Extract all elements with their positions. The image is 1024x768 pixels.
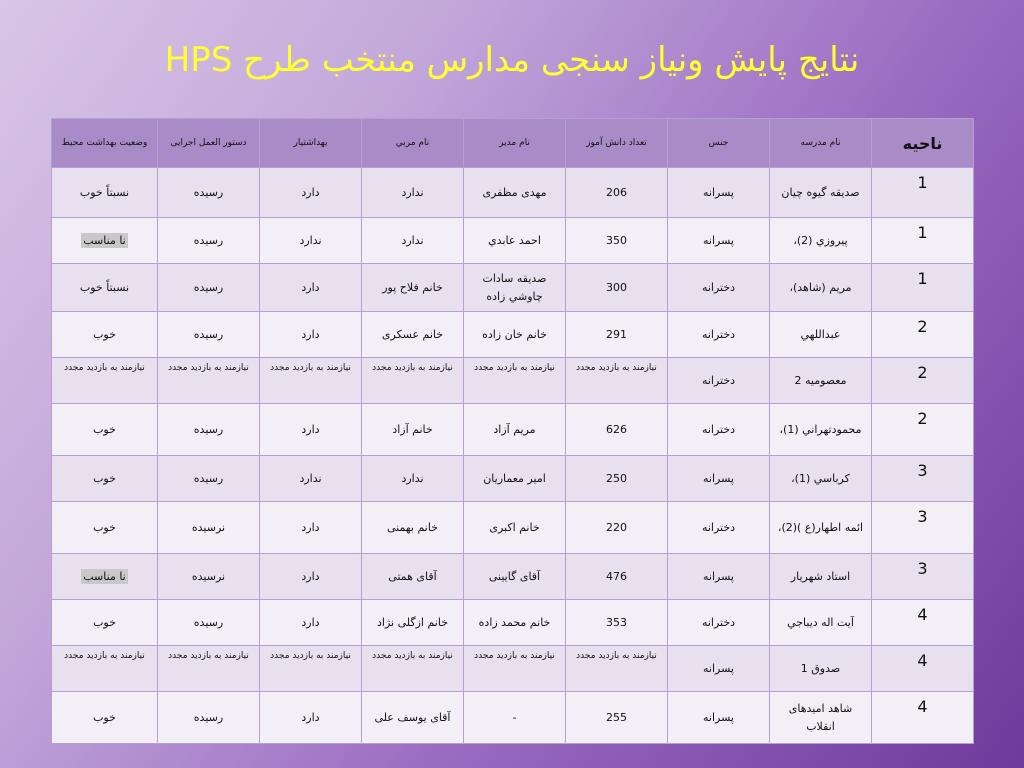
cell-principal: مريم آزاد — [464, 404, 566, 456]
cell-trainer: ندارد — [362, 168, 464, 218]
cell-district: 3 — [872, 456, 974, 502]
cell-principal: خانم محمد زاده — [464, 600, 566, 646]
cell-health: دارد — [260, 404, 362, 456]
cell-principal: نیازمند به بازديد مجدد — [464, 646, 566, 692]
cell-gender: پسرانه — [668, 692, 770, 744]
cell-health: دارد — [260, 692, 362, 744]
table-row — [52, 404, 974, 456]
cell-district: 3 — [872, 554, 974, 600]
cell-students: 353 — [566, 600, 668, 646]
cell-principal: آقای گايينی — [464, 554, 566, 600]
cell-principal: امير معماريان — [464, 456, 566, 502]
cell-trainer: ندارد — [362, 456, 464, 502]
header-trainer: نام مربي — [362, 119, 464, 168]
highlighted-status: نا مناسب — [83, 233, 126, 247]
cell-instructions: نیازمند به بازديد مجدد — [158, 646, 260, 692]
cell-school: مريم (شاهد)، — [770, 264, 872, 312]
table-row — [52, 692, 974, 744]
slide-title: نتايج پايش ونياز سنجی مدارس منتخب طرح HPS — [164, 40, 860, 80]
cell-environment: خوب — [52, 404, 158, 456]
cell-instructions: رسيده — [158, 168, 260, 218]
results-table-container — [51, 118, 973, 744]
cell-principal: نیازمند به بازديد مجدد — [464, 358, 566, 404]
cell-district: 4 — [872, 646, 974, 692]
table-row — [52, 218, 974, 264]
cell-environment — [52, 554, 158, 600]
cell-principal: مهدی مظفری — [464, 168, 566, 218]
cell-district: 3 — [872, 502, 974, 554]
cell-environment: نیازمند به بازديد مجدد — [52, 646, 158, 692]
cell-trainer: آقای همتی — [362, 554, 464, 600]
table-row — [52, 646, 974, 692]
cell-health: ندارد — [260, 218, 362, 264]
cell-instructions: رسيده — [158, 404, 260, 456]
cell-health: دارد — [260, 312, 362, 358]
cell-health: دارد — [260, 168, 362, 218]
cell-trainer: آقای يوسف علی — [362, 692, 464, 744]
cell-environment: خوب — [52, 502, 158, 554]
cell-principal: احمد عابدي — [464, 218, 566, 264]
cell-trainer: خانم بهمنی — [362, 502, 464, 554]
table-row — [52, 456, 974, 502]
cell-health: دارد — [260, 554, 362, 600]
cell-students: 626 — [566, 404, 668, 456]
cell-principal: صديقه سادات چاوشي زاده — [464, 264, 566, 312]
cell-environment: خوب — [52, 692, 158, 744]
cell-school: محمودتهراني (1)، — [770, 404, 872, 456]
header-school: نام مدرسه — [770, 119, 872, 168]
cell-trainer: خانم آزاد — [362, 404, 464, 456]
cell-district: 1 — [872, 218, 974, 264]
cell-instructions: نرسيده — [158, 502, 260, 554]
cell-school: شاهد اميدهای انقلاب — [770, 692, 872, 744]
cell-students: 255 — [566, 692, 668, 744]
cell-gender: دخترانه — [668, 600, 770, 646]
cell-instructions: رسيده — [158, 456, 260, 502]
cell-environment: خوب — [52, 312, 158, 358]
cell-principal: - — [464, 692, 566, 744]
cell-gender: دخترانه — [668, 312, 770, 358]
cell-district: 2 — [872, 312, 974, 358]
cell-health: دارد — [260, 264, 362, 312]
cell-environment — [52, 218, 158, 264]
cell-gender: دخترانه — [668, 404, 770, 456]
cell-instructions: رسيده — [158, 312, 260, 358]
cell-district: 1 — [872, 168, 974, 218]
cell-environment: خوب — [52, 600, 158, 646]
cell-trainer: نیازمند به بازديد مجدد — [362, 646, 464, 692]
cell-environment: نسبتاً خوب — [52, 264, 158, 312]
header-environment: وضعيت بهداشت محيط — [52, 119, 158, 168]
cell-gender: دخترانه — [668, 264, 770, 312]
cell-instructions: نرسيده — [158, 554, 260, 600]
cell-gender: پسرانه — [668, 218, 770, 264]
cell-school: عبداللهي — [770, 312, 872, 358]
cell-environment: نسبتاً خوب — [52, 168, 158, 218]
cell-gender: دخترانه — [668, 502, 770, 554]
cell-trainer: ندارد — [362, 218, 464, 264]
cell-school: کرباسي (1)، — [770, 456, 872, 502]
cell-instructions: نیازمند به بازديد مجدد — [158, 358, 260, 404]
cell-school: صدوق 1 — [770, 646, 872, 692]
cell-students: 300 — [566, 264, 668, 312]
header-principal: نام مدير — [464, 119, 566, 168]
cell-district: 4 — [872, 692, 974, 744]
cell-district: 4 — [872, 600, 974, 646]
cell-environment: خوب — [52, 456, 158, 502]
cell-students: 220 — [566, 502, 668, 554]
table-row — [52, 600, 974, 646]
results-table — [51, 118, 974, 744]
cell-health: دارد — [260, 600, 362, 646]
cell-students: 250 — [566, 456, 668, 502]
header-students: تعداد دانش آموز — [566, 119, 668, 168]
cell-students: 350 — [566, 218, 668, 264]
cell-trainer: خانم فلاح پور — [362, 264, 464, 312]
cell-students: نیازمند به بازديد مجدد — [566, 358, 668, 404]
table-row — [52, 168, 974, 218]
table-body — [52, 168, 974, 744]
cell-health: ندارد — [260, 456, 362, 502]
cell-instructions: رسيده — [158, 600, 260, 646]
cell-principal: خانم خان زاده — [464, 312, 566, 358]
table-row — [52, 502, 974, 554]
cell-health: نیازمند به بازديد مجدد — [260, 646, 362, 692]
cell-district: 1 — [872, 264, 974, 312]
cell-gender: پسرانه — [668, 554, 770, 600]
cell-trainer: خانم ازگلی نژاد — [362, 600, 464, 646]
cell-students: نیازمند به بازديد مجدد — [566, 646, 668, 692]
cell-school: پيروزي (2)، — [770, 218, 872, 264]
header-gender: جنس — [668, 119, 770, 168]
header-health: بهداشتيار — [260, 119, 362, 168]
cell-instructions: رسيده — [158, 692, 260, 744]
table-row — [52, 358, 974, 404]
cell-district: 2 — [872, 404, 974, 456]
cell-health: دارد — [260, 502, 362, 554]
table-row — [52, 264, 974, 312]
header-instructions: دستور العمل اجرایی — [158, 119, 260, 168]
cell-students: 206 — [566, 168, 668, 218]
table-row — [52, 312, 974, 358]
cell-instructions: رسيده — [158, 218, 260, 264]
cell-instructions: رسيده — [158, 264, 260, 312]
highlighted-status: نا مناسب — [83, 569, 126, 583]
cell-health: نیازمند به بازديد مجدد — [260, 358, 362, 404]
cell-students: 291 — [566, 312, 668, 358]
cell-students: 476 — [566, 554, 668, 600]
cell-school: معصوميه 2 — [770, 358, 872, 404]
cell-trainer: نیازمند به بازديد مجدد — [362, 358, 464, 404]
table-header-row — [52, 119, 974, 168]
cell-school: ائمه اطهار(ع )(2)، — [770, 502, 872, 554]
cell-school: استاد شهريار — [770, 554, 872, 600]
cell-school: صديقه گيوه چيان — [770, 168, 872, 218]
header-district: ناحيه — [872, 119, 974, 168]
cell-gender: پسرانه — [668, 168, 770, 218]
cell-principal: خانم اکبری — [464, 502, 566, 554]
cell-school: آيت اله ديباجي — [770, 600, 872, 646]
table-row — [52, 554, 974, 600]
cell-gender: پسرانه — [668, 456, 770, 502]
cell-gender: دخترانه — [668, 358, 770, 404]
cell-gender: پسرانه — [668, 646, 770, 692]
cell-trainer: خانم عسکری — [362, 312, 464, 358]
cell-environment: نیازمند به بازديد مجدد — [52, 358, 158, 404]
cell-district: 2 — [872, 358, 974, 404]
